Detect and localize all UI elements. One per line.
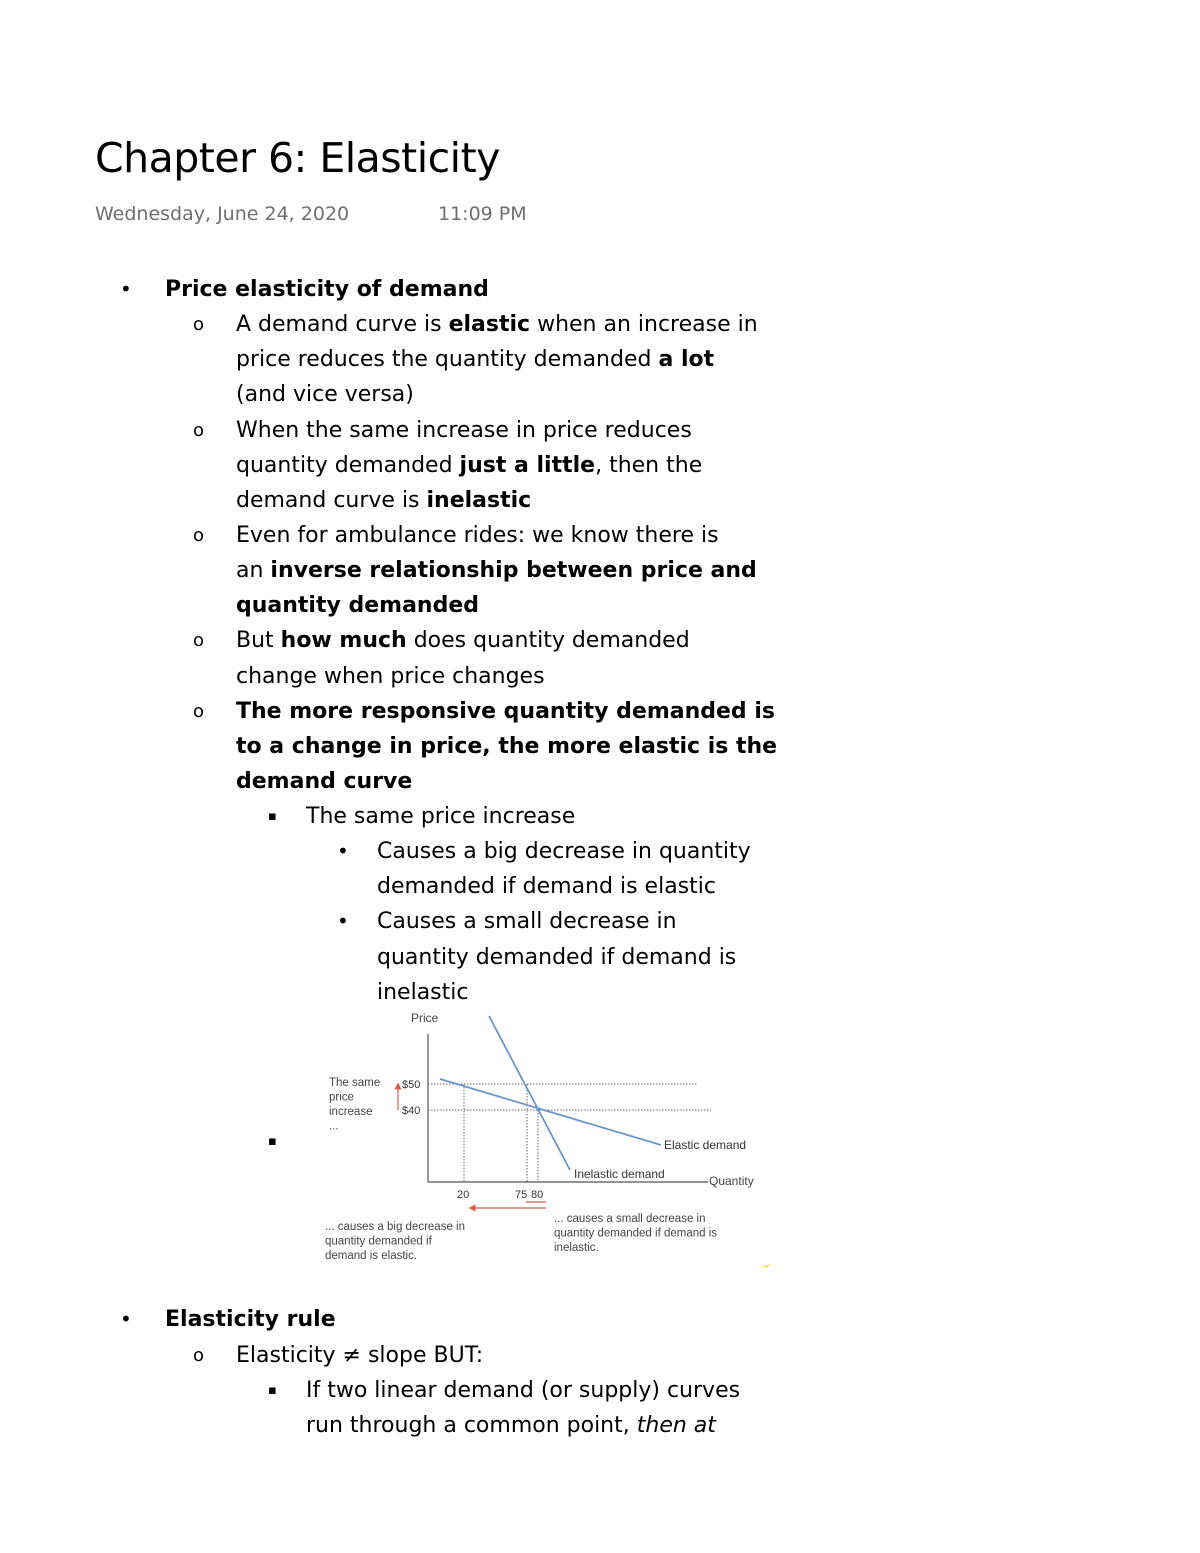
section-heading bbox=[165, 1302, 336, 1337]
note-line: to a change in price, the more elastic is the bbox=[236, 734, 778, 759]
chart-axes bbox=[411, 1011, 754, 1188]
note-line: Causes a big decrease in quantity bbox=[377, 839, 751, 864]
chart-lines bbox=[440, 1016, 746, 1181]
disc-bullet-icon: • bbox=[337, 909, 349, 933]
circle-bullet-icon: o bbox=[193, 630, 205, 651]
note-date: Wednesday, June 24, 2020 bbox=[95, 203, 350, 225]
annotation-text: price bbox=[329, 1091, 354, 1104]
x-tick-label: 80 bbox=[531, 1189, 544, 1201]
note-line: demand curve bbox=[236, 769, 413, 794]
square-bullet-icon: ▪ bbox=[268, 809, 277, 824]
note-line: Elasticity ≠ slope BUT: bbox=[236, 1343, 484, 1368]
circle-bullet-icon: o bbox=[193, 314, 205, 335]
circle-bullet-icon: o bbox=[193, 525, 205, 546]
corner-mark-icon bbox=[761, 1264, 772, 1268]
note-line: an inverse relationship between price and bbox=[236, 558, 757, 583]
circle-bullet-icon: o bbox=[193, 420, 205, 441]
note-line: (and vice versa) bbox=[236, 382, 414, 407]
annotation-text: ... bbox=[329, 1120, 339, 1133]
note-line: demanded if demand is elastic bbox=[377, 874, 716, 899]
note-line: quantity demanded bbox=[236, 593, 480, 618]
note-line: demand curve is inelastic bbox=[236, 488, 532, 513]
square-bullet-icon: ▪ bbox=[268, 1383, 277, 1398]
section-heading bbox=[165, 272, 489, 307]
note-line: When the same increase in price reduces bbox=[236, 418, 692, 443]
circle-bullet-icon: o bbox=[193, 1345, 205, 1366]
note-line: The same price increase bbox=[306, 804, 576, 829]
annotation-text: inelastic. bbox=[554, 1242, 599, 1254]
note-line: Even for ambulance rides: we know there is bbox=[236, 523, 719, 548]
page-title: Chapter 6: Elasticity bbox=[95, 134, 500, 182]
note-line: quantity demanded just a little, then the bbox=[236, 453, 703, 478]
note-line: If two linear demand (or supply) curves bbox=[306, 1378, 741, 1403]
page-bottom-mask bbox=[0, 1441, 1200, 1553]
series-label: Elastic demand bbox=[664, 1138, 747, 1152]
heading-text: Elasticity rule bbox=[165, 1307, 336, 1332]
annotation-text: ... causes a small decrease in bbox=[554, 1213, 706, 1225]
note-time: 11:09 PM bbox=[438, 203, 527, 225]
annotation-text: quantity demanded if bbox=[325, 1235, 432, 1248]
note-line: quantity demanded if demand is bbox=[377, 945, 737, 970]
disc-bullet-icon: • bbox=[337, 839, 349, 863]
note-line: Causes a small decrease in bbox=[377, 909, 677, 934]
annotation-text: ... causes a big decrease in bbox=[325, 1221, 465, 1233]
disc-bullet-icon: • bbox=[120, 277, 132, 301]
circle-bullet-icon: o bbox=[193, 701, 205, 722]
annotation-text: The same bbox=[329, 1077, 381, 1089]
x-tick-label: 20 bbox=[457, 1189, 470, 1201]
note-line: run through a common point, then at bbox=[306, 1413, 716, 1438]
inelastic-demand-line bbox=[489, 1016, 570, 1170]
annotation-text: demand is elastic. bbox=[325, 1250, 418, 1262]
series-label: Inelastic demand bbox=[574, 1167, 665, 1181]
note-line: price reduces the quantity demanded a lot bbox=[236, 347, 715, 372]
x-axis-label: Quantity bbox=[709, 1174, 754, 1188]
y-tick-label: $40 bbox=[402, 1105, 421, 1117]
disc-bullet-icon: • bbox=[120, 1307, 132, 1331]
x-tick-label: 75 bbox=[515, 1189, 528, 1201]
note-line: The more responsive quantity demanded is bbox=[236, 699, 775, 724]
square-bullet-icon: ▪ bbox=[268, 1134, 277, 1149]
annotation-text: increase bbox=[329, 1106, 373, 1118]
elastic-demand-line bbox=[440, 1079, 661, 1145]
heading-text: Price elasticity of demand bbox=[165, 277, 489, 302]
note-line: A demand curve is elastic when an increase in bbox=[236, 312, 758, 337]
chart-ticks bbox=[402, 1079, 543, 1201]
note-line: change when price changes bbox=[236, 664, 545, 689]
annotation-text: quantity demanded if demand is bbox=[554, 1227, 718, 1240]
note-line: inelastic bbox=[377, 980, 469, 1005]
y-tick-label: $50 bbox=[402, 1079, 421, 1091]
y-axis-label: Price bbox=[411, 1011, 439, 1025]
elasticity-chart bbox=[318, 1006, 788, 1274]
note-line: But how much does quantity demanded bbox=[236, 628, 690, 653]
